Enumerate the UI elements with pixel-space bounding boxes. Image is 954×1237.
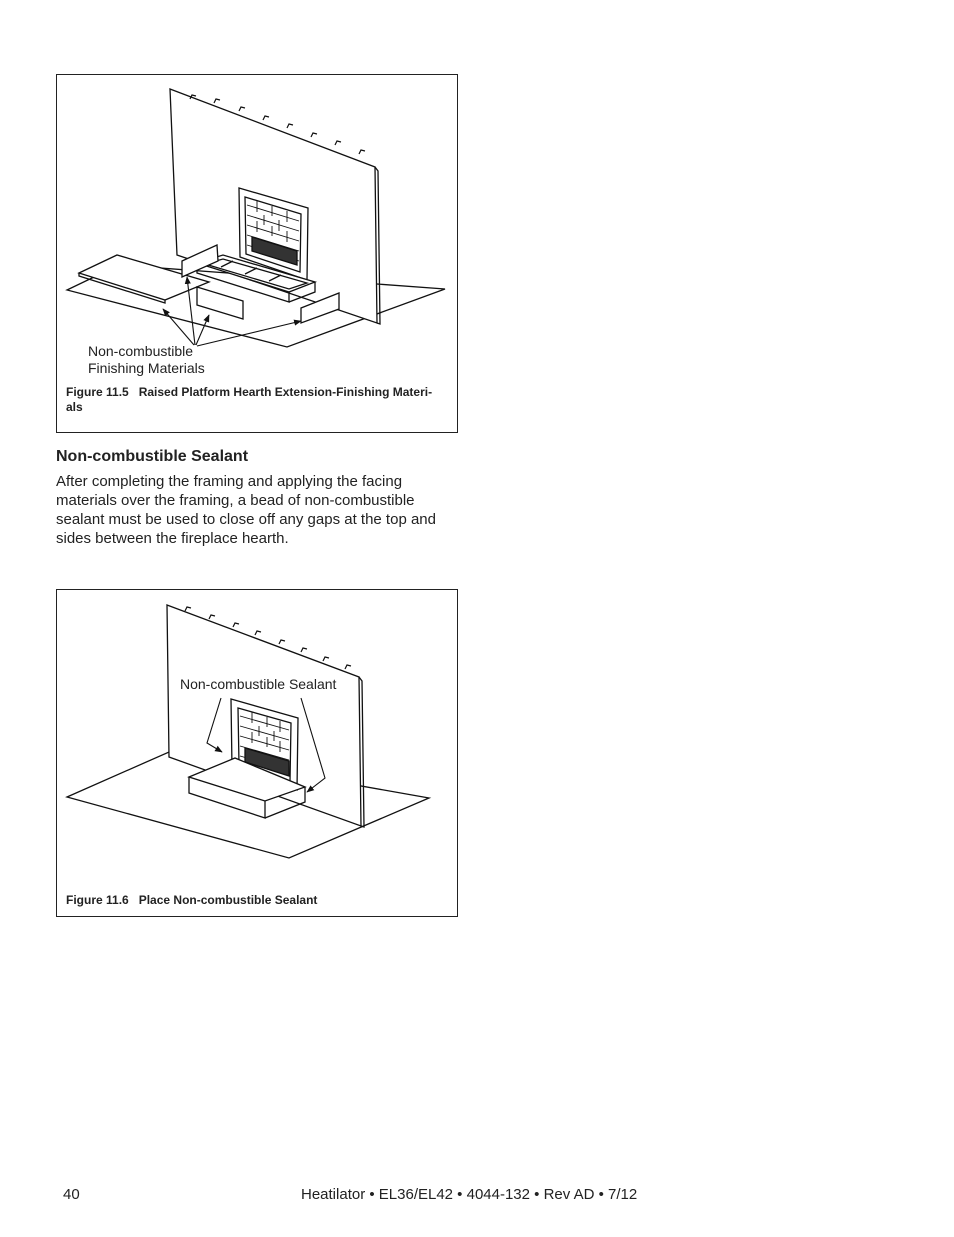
- caption-number: Figure 11.6: [66, 893, 129, 907]
- paragraph-line: sides between the fireplace hearth.: [56, 530, 289, 547]
- callout-line-2: Finishing Materials: [88, 360, 205, 376]
- sealant-callout: Non-combustible Sealant: [180, 676, 337, 692]
- paragraph-line: sealant must be used to close off any gaps at the top and: [56, 511, 436, 528]
- paragraph-line: After completing the framing and applying the facing: [56, 473, 403, 490]
- caption-text: Place Non-combustible Sealant: [138, 893, 318, 907]
- figure-11-6: [56, 589, 458, 917]
- figure-11-5-caption: [66, 385, 451, 415]
- sealant-illustration: [57, 590, 456, 915]
- paragraph-line: materials over the framing, a bead of non-combustible: [56, 492, 415, 509]
- caption-number: Figure 11.5: [66, 385, 129, 399]
- document-info: Heatilator • EL36/EL42 • 4044-132 • Rev AD • 7/12: [301, 1186, 638, 1203]
- page-number: 40: [63, 1186, 80, 1203]
- section-paragraph: [56, 472, 456, 548]
- section-heading: Non-combustible Sealant: [56, 448, 249, 465]
- caption-text-line-2: als: [66, 400, 83, 414]
- figure-11-5: [56, 74, 458, 433]
- figure-11-6-caption: [66, 893, 451, 908]
- caption-text-line-1: Raised Platform Hearth Extension-Finishing Materi-: [138, 385, 433, 399]
- callout-line-1: Non-combustible: [88, 343, 194, 359]
- raised-hearth-illustration: [57, 75, 456, 431]
- finishing-materials-callout: [88, 343, 205, 377]
